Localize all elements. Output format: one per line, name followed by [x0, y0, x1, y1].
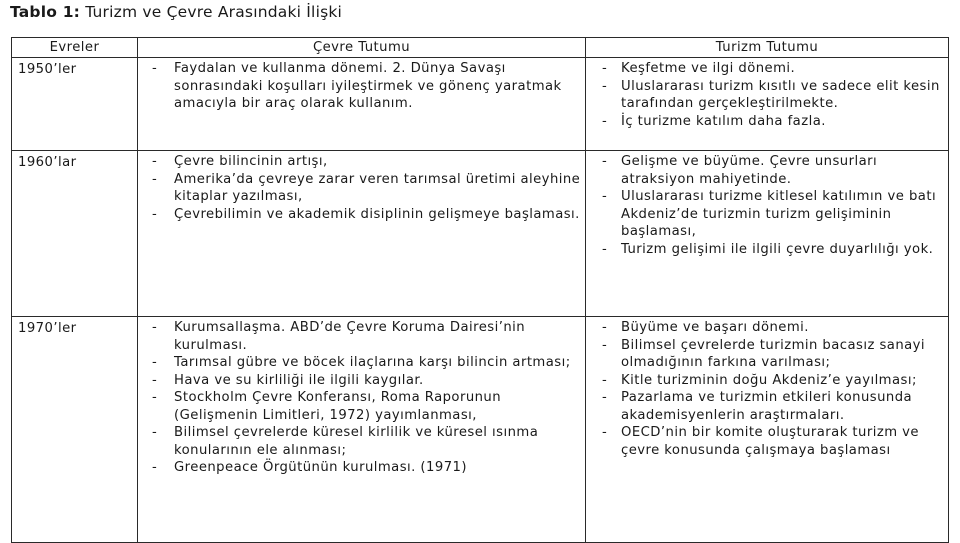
environment-list: [138, 58, 585, 113]
list-item: - Çevre bilincinin artışı,: [138, 153, 585, 171]
list-item: - Pazarlama ve turizmin etkileri konusunda akademisyenlerin araştırmaları.: [586, 389, 948, 424]
tourism-list: [586, 151, 948, 258]
table-caption-label: Tablo 1:: [10, 3, 81, 21]
list-item: - OECD’nin bir komite oluşturarak turizm ve çevre konusunda çalışmaya başlaması: [586, 424, 948, 459]
list-item: - Uluslararası turizm kısıtlı ve sadece elit kesin tarafından gerçekleştirilmekte.: [586, 78, 948, 113]
list-item: - Çevrebilimin ve akademik disiplinin gelişmeye başlaması.: [138, 206, 585, 224]
header-environment: Çevre Tutumu: [138, 38, 586, 58]
list-item: - Tarımsal gübre ve böcek ilaçlarına karşı bilincin artması;: [138, 354, 585, 372]
table-caption: [10, 2, 342, 22]
tourism-cell: [586, 317, 949, 543]
table-row-1950s: [12, 58, 949, 151]
list-item: - Amerika’da çevreye zarar veren tarımsal üretimi aleyhine kitaplar yazılması,: [138, 171, 585, 206]
tourism-environment-table: [11, 37, 949, 543]
list-item: - Uluslararası turizme kitlesel katılımın ve batı Akdeniz’de turizmin turizm gelişiminin başlaması,: [586, 188, 948, 241]
list-item: - Greenpeace Örgütünün kurulması. (1971): [138, 459, 585, 477]
list-item: - Bilimsel çevrelerde küresel kirlilik ve küresel ısınma konularının ele alınması;: [138, 424, 585, 459]
list-item: - Hava ve su kirliliği ile ilgili kaygılar.: [138, 372, 585, 390]
environment-cell: [138, 317, 586, 543]
list-item: - Keşfetme ve ilgi dönemi.: [586, 60, 948, 78]
era-cell: 1970’ler: [12, 317, 138, 543]
list-item: - Kitle turizminin doğu Akdeniz’e yayılması;: [586, 372, 948, 390]
list-item: - Bilimsel çevrelerde turizmin bacasız sanayi olmadığının farkına varılması;: [586, 337, 948, 372]
list-item: - Kurumsallaşma. ABD’de Çevre Koruma Dairesi’nin kurulması.: [138, 319, 585, 354]
era-cell: 1960’lar: [12, 151, 138, 317]
table-row-1960s: [12, 151, 949, 317]
tourism-list: [586, 58, 948, 130]
list-item: - Büyüme ve başarı dönemi.: [586, 319, 948, 337]
tourism-cell: [586, 58, 949, 151]
era-cell: 1950’ler: [12, 58, 138, 151]
environment-cell: [138, 151, 586, 317]
header-era: Evreler: [12, 38, 138, 58]
environment-list: [138, 151, 585, 223]
list-item: - Faydalan ve kullanma dönemi. 2. Dünya Savaşı sonrasındaki koşulları iyileştirmek ve gönenç yaratmak amacıyla bir araç olarak kullanım.: [138, 60, 585, 113]
header-row: [12, 38, 949, 58]
list-item: - Stockholm Çevre Konferansı, Roma Raporunun (Gelişmenin Limitleri, 1972) yayımlanması,: [138, 389, 585, 424]
header-tourism: Turizm Tutumu: [586, 38, 949, 58]
environment-cell: [138, 58, 586, 151]
table-caption-text: Turizm ve Çevre Arasındaki İlişki: [85, 3, 343, 21]
list-item: - İç turizme katılım daha fazla.: [586, 113, 948, 131]
table-row-1970s: [12, 317, 949, 543]
list-item: - Turizm gelişimi ile ilgili çevre duyarlılığı yok.: [586, 241, 948, 259]
tourism-list: [586, 317, 948, 459]
list-item: - Gelişme ve büyüme. Çevre unsurları atraksiyon mahiyetinde.: [586, 153, 948, 188]
tourism-cell: [586, 151, 949, 317]
environment-list: [138, 317, 585, 477]
